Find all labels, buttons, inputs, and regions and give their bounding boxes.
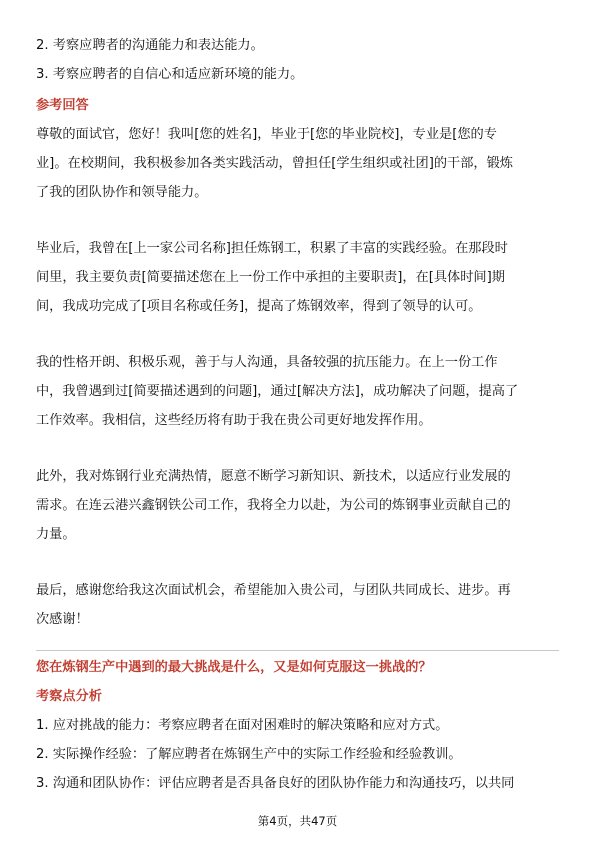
paragraph-line: 中，我曾遇到过[简要描述遇到的问题]，通过[解决方法]，成功解决了问题，提高了 (36, 384, 519, 399)
analysis-point: 2. 实际操作经验：了解应聘者在炼钢生产中的实际工作经验和经验教训。 (36, 747, 462, 762)
top-point: 2. 考察应聘者的沟通能力和表达能力。 (36, 38, 264, 53)
paragraph-line: 此外，我对炼钢行业充满热情，愿意不断学习新知识、新技术，以适应行业发展的 (36, 469, 511, 484)
paragraph-line: 间里，我主要负责[简要描述您在上一份工作中承担的主要职责]，在[具体时间]期 (36, 270, 505, 285)
paragraph-line: 次感谢！ (36, 612, 89, 627)
page-footer: 第4页，共47页 (257, 814, 338, 828)
top-point: 3. 考察应聘者的自信心和适应新环境的能力。 (36, 67, 304, 82)
paragraph-line: 力量。 (36, 527, 76, 542)
paragraph-line: 我的性格开朗、积极乐观，善于与人沟通，具备较强的抗压能力。在上一份工作 (36, 355, 498, 370)
paragraph-line: 业]。在校期间，我积极参加各类实践活动，曾担任[学生组织或社团]的干部，锻炼 (36, 156, 513, 171)
paragraph-line: 需求。在连云港兴鑫钢铁公司工作，我将全力以赴，为公司的炼钢事业贡献自己的 (36, 498, 511, 513)
paragraph-line: 最后，感谢您给我这次面试机会，希望能加入贵公司，与团队共同成长、进步。再 (36, 583, 511, 598)
paragraph-line: 工作效率。我相信，这些经历将有助于我在贵公司更好地发挥作用。 (36, 413, 432, 428)
paragraph-line: 尊敬的面试官，您好！我叫[您的姓名]，毕业于[您的毕业院校]，专业是[您的专 (36, 127, 497, 142)
analysis-point: 1. 应对挑战的能力：考察应聘者在面对困难时的解决策略和应对方式。 (36, 718, 449, 733)
analysis-point: 3. 沟通和团队协作：评估应聘者是否具备良好的团队协作能力和沟通技巧，以共同 (36, 776, 515, 791)
paragraph-line: 了我的团队协作和领导能力。 (36, 185, 208, 200)
question-heading: 您在炼钢生产中遇到的最大挑战是什么，又是如何克服这一挑战的？ (36, 660, 432, 675)
paragraph-line: 毕业后，我曾在[上一家公司名称]担任炼钢工，积累了丰富的实践经验。在那段时 (36, 241, 508, 256)
answer-heading: 参考回答 (36, 98, 89, 113)
paragraph-line: 间，我成功完成了[项目名称或任务]，提高了炼钢效率，得到了领导的认可。 (36, 299, 482, 314)
analysis-heading: 考察点分析 (36, 689, 102, 704)
section-divider (36, 650, 559, 651)
